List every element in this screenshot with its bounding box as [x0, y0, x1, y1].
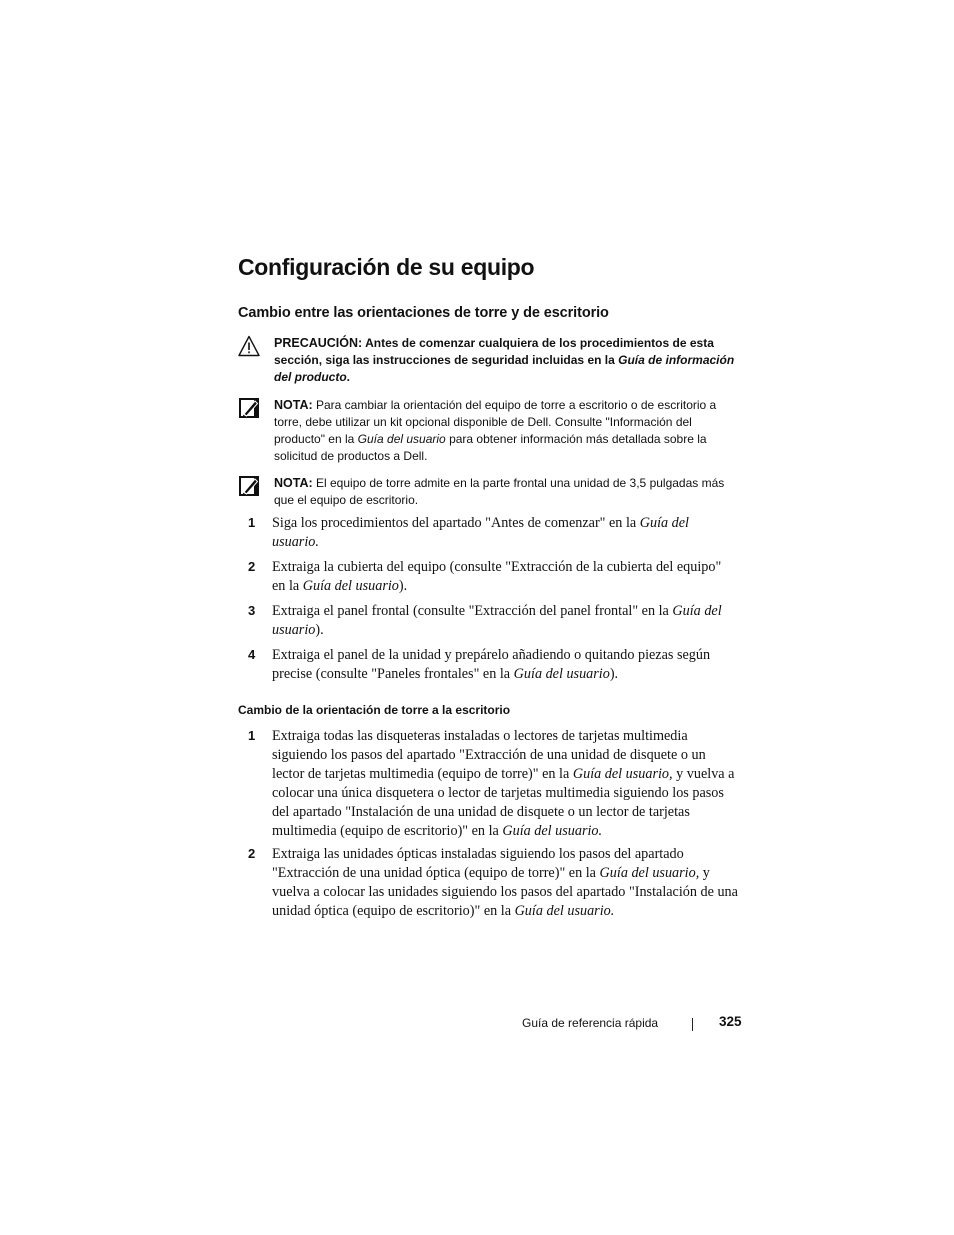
step-number: 2 [248, 846, 256, 861]
step-number: 2 [248, 559, 256, 574]
note-notice [238, 475, 738, 511]
step-reference: Guía del usuario, [572, 766, 673, 782]
step-number: 3 [248, 603, 256, 618]
caution-text [274, 335, 738, 386]
step-reference: Guía del usuario. [514, 903, 615, 919]
footer-divider [692, 1018, 693, 1031]
note-pencil-icon [238, 397, 260, 419]
step-body: Extraiga todas las disqueteras instaladas o lectores de tarjetas multimedia siguiendo los pasos del apartado "Extracción de una unidad de disquete o un lector de tarjetas multimedia (equipo de torre)" en la [272, 728, 706, 782]
step-text [272, 646, 722, 684]
caution-reference: Guía de información del producto [274, 353, 735, 384]
step-body-end: ). [398, 578, 408, 594]
list-item [248, 558, 738, 598]
step-reference: Guía del usuario. [272, 515, 689, 550]
page-number: 325 [719, 1014, 742, 1029]
note-reference: Guía del usuario [357, 432, 446, 446]
caution-end: . [346, 370, 351, 384]
step-number: 1 [248, 728, 256, 743]
warning-triangle-icon [238, 335, 260, 357]
section-heading: Cambio entre las orientaciones de torre y de escritorio [238, 305, 609, 321]
note-label: NOTA: [274, 398, 313, 412]
list-item [248, 646, 738, 686]
step-reference: Guía del usuario [272, 603, 722, 638]
list-item [248, 845, 738, 925]
note-pencil-icon [238, 475, 260, 497]
note-text [274, 397, 738, 465]
step-number: 4 [248, 647, 256, 662]
list-item [248, 727, 738, 843]
list-item [248, 602, 738, 642]
step-reference: Guía del usuario [513, 666, 610, 682]
step-text [272, 602, 738, 640]
list-item [248, 514, 738, 554]
note-body: El equipo de torre admite en la parte frontal una unidad de 3,5 pulgadas más que el equipo de escritorio. [274, 476, 725, 507]
footer-label: Guía de referencia rápida [522, 1016, 659, 1030]
step-text [272, 727, 738, 841]
step-number: 1 [248, 515, 256, 530]
step-body: Extraiga el panel frontal (consulte "Extracción del panel frontal" en la [272, 603, 669, 619]
step-text [272, 514, 712, 552]
step-body-continued: y vuelva a colocar una única disquetera o lector de tarjetas multimedia siguiendo los pasos del apartado "Instalación de una unidad de disquete o un lector de tarjetas multimedia (equipo de escritorio)" en la [272, 766, 735, 839]
step-reference: Guía del usuario. [502, 823, 603, 839]
caution-label: PRECAUCIÓN: [274, 336, 363, 350]
note-text [274, 475, 738, 509]
sub-heading: Cambio de la orientación de torre a la escritorio [238, 703, 511, 717]
step-body: Extraiga la cubierta del equipo (consulte "Extracción de la cubierta del equipo" en la [272, 559, 722, 594]
note-body-end: para obtener información más detallada sobre la solicitud de productos a Dell. [274, 432, 707, 463]
step-reference: Guía del usuario, [599, 865, 700, 881]
caution-notice [238, 335, 738, 387]
step-text [272, 558, 738, 596]
page-title: Configuración de su equipo [238, 254, 535, 280]
step-body-continued: y vuelva a colocar las unidades siguiendo los pasos del apartado "Instalación de una unidad óptica (equipo de escritorio)" en la [272, 865, 738, 919]
step-reference: Guía del usuario [302, 578, 399, 594]
step-body: Extraiga las unidades ópticas instaladas siguiendo los pasos del apartado "Extracción de una unidad óptica (equipo de torre)" en la [272, 846, 684, 881]
step-body-end: ). [315, 622, 324, 638]
note-body: Para cambiar la orientación del equipo de torre a escritorio o de escritorio a torre, debe utilizar un kit opcional disponible de Dell. Consulte "Información del producto" en la [274, 398, 717, 446]
step-body: Extraiga el panel de la unidad y prepárelo añadiendo o quitando piezas según precise (consulte "Paneles frontales" en la [272, 647, 711, 682]
note-label: NOTA: [274, 476, 313, 490]
step-body-end: ). [609, 666, 619, 682]
step-text [272, 845, 738, 921]
step-body: Siga los procedimientos del apartado "Antes de comenzar" en la [272, 515, 637, 531]
caution-body: Antes de comenzar cualquiera de los procedimientos de esta sección, siga las instrucciones de seguridad incluidas en la [274, 336, 714, 367]
note-notice [238, 397, 738, 467]
